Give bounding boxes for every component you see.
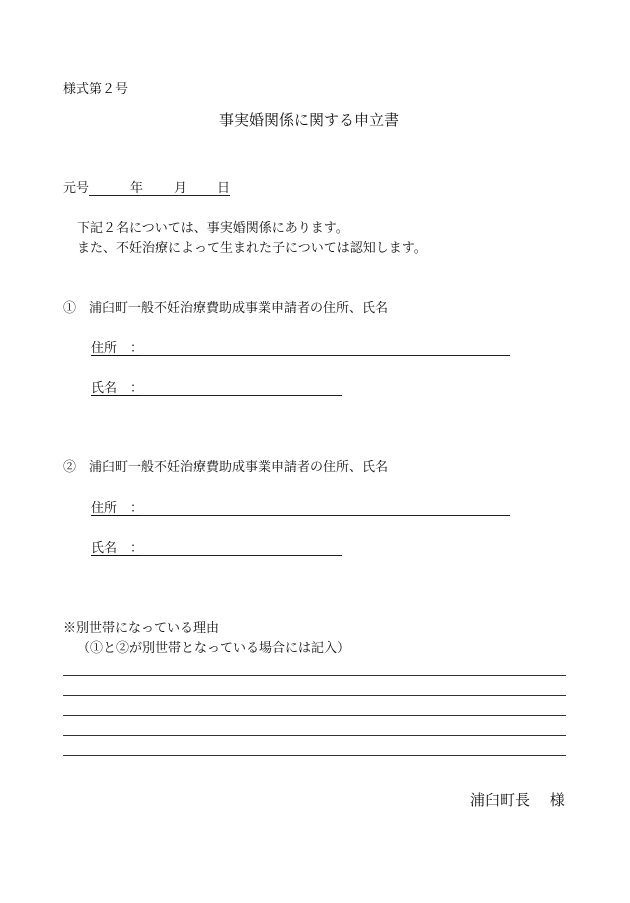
reason-line[interactable] (63, 755, 566, 756)
date-era-label: 元号 (63, 181, 90, 196)
applicant2-address-field[interactable] (140, 515, 510, 516)
reason-heading: ※別世帯になっている理由 (63, 621, 220, 636)
applicant1-name-field[interactable] (140, 395, 342, 396)
date-day-label: 日 (217, 181, 231, 196)
applicant2-name-label: 氏名 ： (91, 541, 144, 556)
applicant1-name-label: 氏名 ： (91, 381, 144, 396)
recipient: 浦臼町長 様 (470, 791, 565, 809)
date-year-label: 年 (130, 181, 144, 196)
reason-line[interactable] (63, 675, 566, 676)
reason-line[interactable] (63, 695, 566, 696)
intro-line-2: また、不妊治療によって生まれた子については認知します。 (77, 241, 427, 256)
applicant2-heading: ② 浦臼町一般不妊治療費助成事業申請者の住所、氏名 (63, 460, 389, 475)
form-number: 様式第２号 (63, 82, 129, 97)
applicant2-address-label: 住所 ： (91, 501, 144, 516)
applicant2-name-field[interactable] (140, 555, 342, 556)
reason-note: （①と②が別世帯となっている場合には記入） (77, 641, 351, 656)
date-month-label: 月 (174, 181, 188, 196)
page-title: 事実婚関係に関する申立書 (219, 111, 400, 129)
reason-line[interactable] (63, 715, 566, 716)
applicant1-address-field[interactable] (140, 355, 510, 356)
intro-line-1: 下記２名については、事実婚関係にあります。 (77, 221, 349, 236)
applicant1-address-label: 住所 ： (91, 341, 144, 356)
applicant1-heading: ① 浦臼町一般不妊治療費助成事業申請者の住所、氏名 (63, 301, 389, 316)
date-year-field[interactable] (89, 195, 230, 196)
reason-line[interactable] (63, 735, 566, 736)
